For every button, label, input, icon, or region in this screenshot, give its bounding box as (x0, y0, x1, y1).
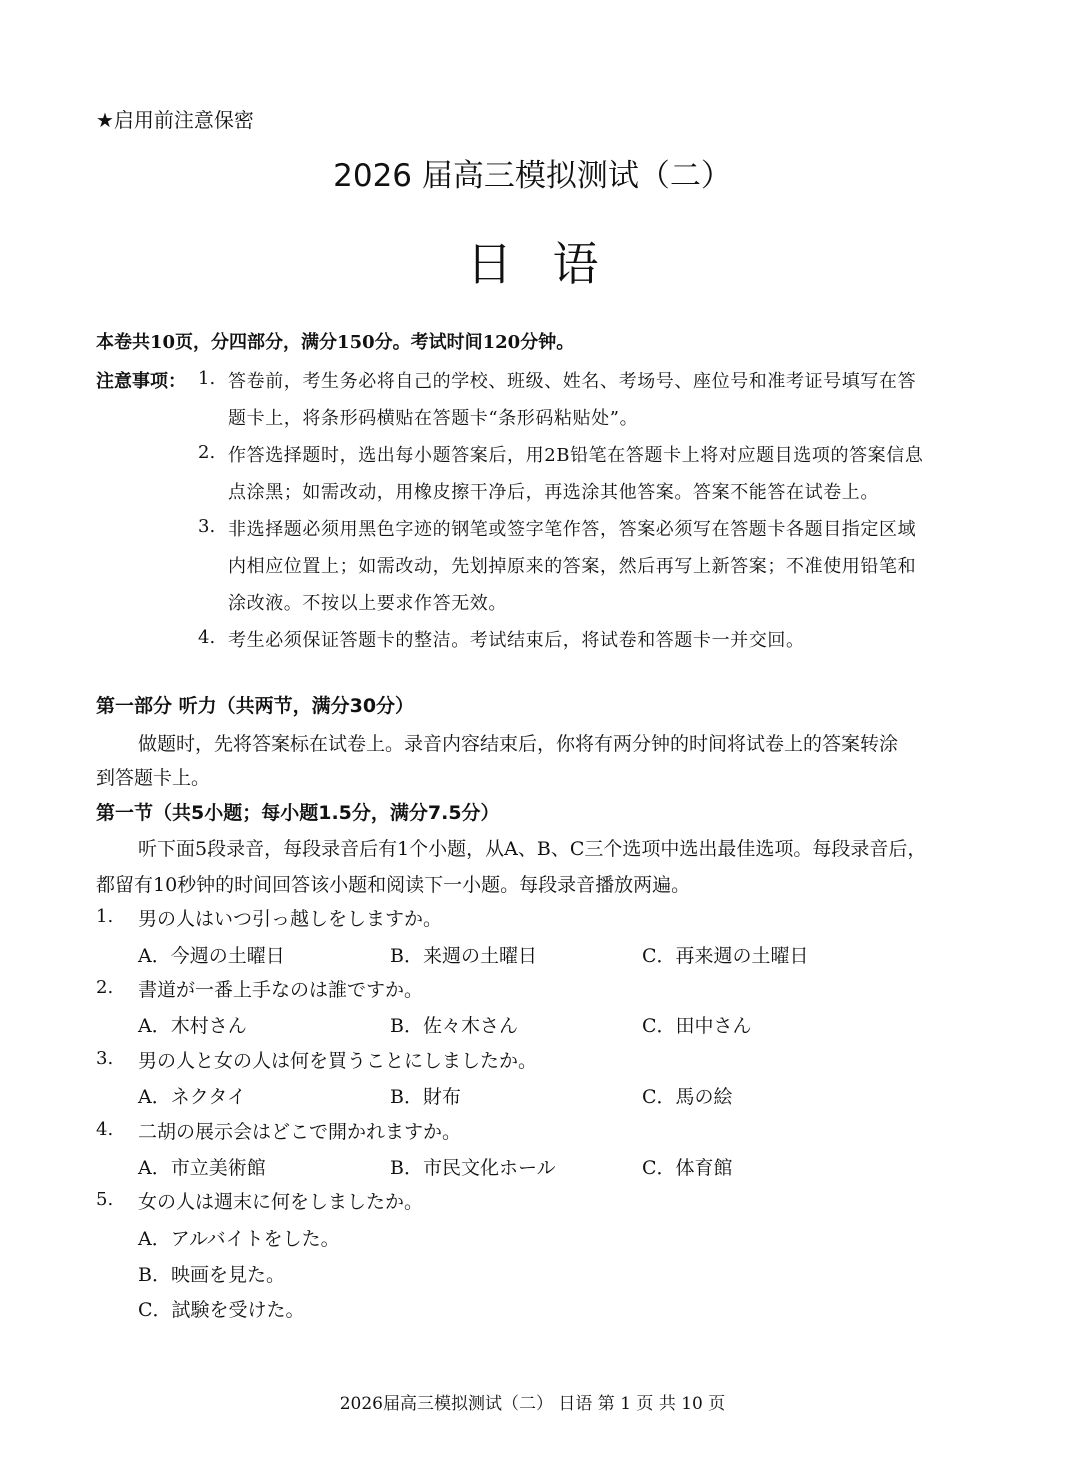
question-text: 男の人はいつ引っ越しをしますか。 (138, 908, 443, 930)
question-number: 4. (96, 1119, 114, 1140)
option-b: B．佐々木さん (390, 1015, 518, 1037)
question-text: 男の人と女の人は何を買うことにしましたか。 (138, 1050, 538, 1072)
question-number: 2. (96, 977, 114, 998)
note-line: 题卡上，将条形码横贴在答题卡“条形码粘贴处”。 (228, 408, 639, 429)
exam-title: 2026 届高三模拟测试（二） (333, 158, 732, 194)
question-number: 1. (96, 906, 114, 927)
option-b: B．財布 (390, 1086, 461, 1108)
note-line: 考生必须保证答题卡的整洁。考试结束后，将试卷和答题卡一并交回。 (228, 630, 805, 651)
section1-title: 第一节（共5小题；每小题1.5分，满分7.5分） (96, 802, 500, 824)
note-line: 作答选择题时，选出每小题答案后，用2B铅笔在答题卡上将对应题目选项的答案信息 (228, 445, 924, 466)
subject-title: 日语 (466, 237, 639, 291)
note-number: 3. (198, 516, 216, 537)
option-b: B．市民文化ホール (390, 1157, 556, 1179)
option-c: C．体育館 (642, 1157, 733, 1179)
question-number: 5. (96, 1189, 114, 1210)
confidential-notice: ★启用前注意保密 (96, 108, 254, 132)
note-line: 非选择题必须用黑色字迹的钢笔或签字笔作答，答案必须写在答题卡各题目指定区域 (228, 519, 917, 540)
option-c: C．試験を受けた。 (138, 1299, 305, 1321)
note-line: 涂改液。不按以上要求作答无效。 (228, 593, 507, 614)
note-number: 2. (198, 442, 216, 463)
section1-intro-line: 都留有10秒钟的时间回答该小题和阅读下一小题。每段录音播放两遍。 (96, 874, 691, 896)
part1-title: 第一部分 听力（共两节，满分30分） (96, 695, 415, 717)
note-line: 点涂黑；如需改动，用橡皮擦干净后，再选涂其他答案。答案不能答在试卷上。 (228, 482, 879, 503)
option-c: C．再来週の土曜日 (642, 945, 809, 967)
part1-intro-line: 做题时，先将答案标在试卷上。录音内容结束后，你将有两分钟的时间将试卷上的答案转涂 (138, 733, 899, 755)
note-line: 答卷前，考生务必将自己的学校、班级、姓名、考场号、座位号和准考证号填写在答 (228, 371, 917, 392)
question-text: 女の人は週末に何をしましたか。 (138, 1191, 424, 1213)
option-a: A．市立美術館 (138, 1157, 266, 1179)
section1-intro-line: 听下面5段录音，每段录音后有1个小题，从A、B、C三个选项中选出最佳选项。每段录音后， (138, 838, 927, 860)
question-text: 二胡の展示会はどこで開かれますか。 (138, 1121, 462, 1143)
notes-label: 注意事项： (96, 371, 186, 392)
page-footer: 2026届高三模拟测试（二） 日语 第 1 页 共 10 页 (339, 1394, 726, 1414)
option-b: B．映画を見た。 (138, 1264, 285, 1286)
question-number: 3. (96, 1048, 114, 1069)
exam-summary: 本卷共10页，分四部分，满分150分。考试时间120分钟。 (96, 332, 575, 353)
option-c: C．田中さん (642, 1015, 752, 1037)
question-text: 書道が一番上手なのは誰ですか。 (138, 979, 424, 1001)
note-line: 内相应位置上；如需改动，先划掉原来的答案，然后再写上新答案；不准使用铅笔和 (228, 556, 917, 577)
part1-intro-line: 到答题卡上。 (96, 767, 211, 789)
option-a: A．ネクタイ (138, 1086, 246, 1108)
note-number: 4. (198, 627, 216, 648)
note-number: 1. (198, 368, 216, 389)
option-a: A．今週の土曜日 (138, 945, 285, 967)
option-a: A．木村さん (138, 1015, 247, 1037)
option-b: B．来週の土曜日 (390, 945, 537, 967)
option-a: A．アルバイトをした。 (138, 1228, 340, 1250)
option-c: C．馬の絵 (642, 1086, 733, 1108)
